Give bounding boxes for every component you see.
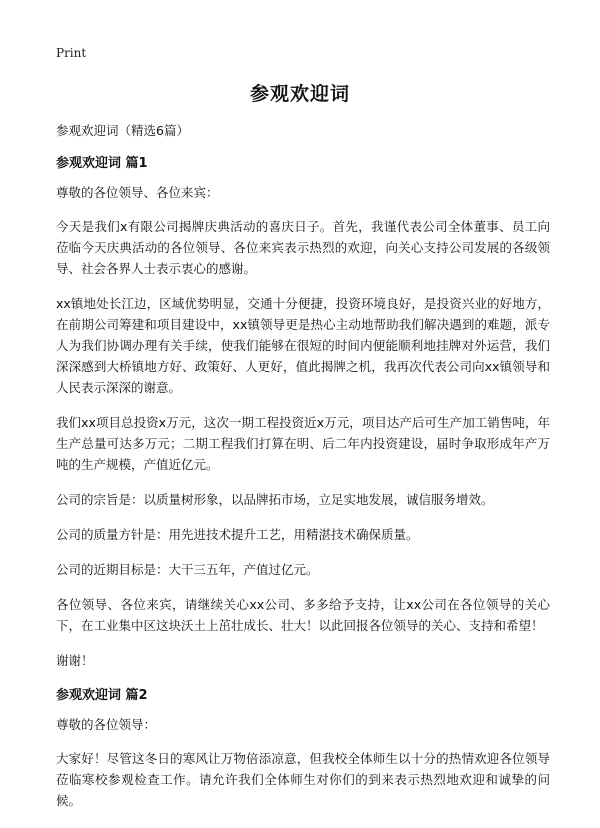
print-label[interactable]: Print <box>56 46 87 60</box>
document-subtitle: 参观欢迎词（精选6篇） <box>56 123 189 138</box>
section-heading: 参观欢迎词 篇2 <box>56 688 148 703</box>
body-paragraph: 各位领导、各位来宾，请继续关心xx公司、多多给予支持，让xx公司在各位领导的关心下，在工业集中区这块沃土上茁壮成长、壮大！以此回报各位领导的关心、支持和希望！ <box>56 597 550 633</box>
body-paragraph: xx镇地处长江边，区域优势明显，交通十分便捷，投资环境良好，是投资兴业的好地方，在前期公司筹建和项目建设中，xx镇领导更是热心主动地帮助我们解决遇到的难题，派专人为我们协调办理有关手续，使我们能够在很短的时间内便能顺利地挂牌对外运营，我们深深感到大桥镇地方好、政策好、人更好，值此揭牌之机，我再次代表公司向xx镇领导和人民表示深深的谢意。 <box>56 296 550 395</box>
body-paragraph: 公司的质量方针是：用先进技术提升工艺，用精湛技术确保质量。 <box>56 527 419 542</box>
document-body <box>56 120 550 825</box>
section-greeting: 尊敬的各位领导： <box>56 717 157 732</box>
body-paragraph: 公司的近期目标是：大干三五年，产值过亿元。 <box>56 562 319 577</box>
body-paragraph: 大家好！尽管这冬日的寒风让万物倍添凉意，但我校全体师生以十分的热情欢迎各位领导莅临寒校参观检查工作。请允许我们全体师生对你们的到来表示热烈地欢迎和诚挚的问候。 <box>56 751 550 808</box>
document-title: 参观欢迎词 <box>249 83 350 105</box>
section-closing: 谢谢！ <box>56 653 94 668</box>
body-paragraph: 我们xx项目总投资x万元，这次一期工程投资近x万元，项目达产后可生产加工销售吨，年生产总量可达多万元；二期工程我们打算在明、后二年内投资建设，届时争取形成年产万吨的生产规模，产值近亿元。 <box>56 415 550 472</box>
body-paragraph: 今天是我们x有限公司揭牌庆典活动的喜庆日子。首先，我谨代表公司全体董事、员工向莅临今天庆典活动的各位领导、各位来宾表示热烈的欢迎，向关心支持公司发展的各级领导、社会各界人士表示衷心的感谢。 <box>56 219 550 276</box>
section-heading: 参观欢迎词 篇1 <box>56 156 148 171</box>
body-paragraph: 公司的宗旨是：以质量树形象，以品牌拓市场，立足实地发展，诚信服务增效。 <box>56 492 494 507</box>
section-greeting: 尊敬的各位领导、各位来宾： <box>56 185 219 200</box>
